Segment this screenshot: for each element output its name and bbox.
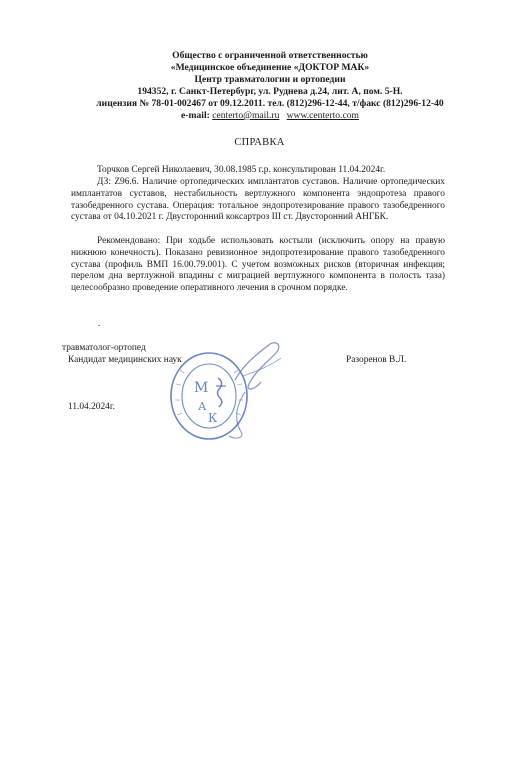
stamp-letter-a: А — [198, 400, 207, 413]
doctor-degree: Кандидат медицинских наук — [68, 355, 182, 365]
stamp-letter-m: М — [194, 380, 209, 396]
doctor-name: Разоренов В.Л. — [346, 355, 407, 365]
email-link[interactable]: centerto@mail.ru — [212, 110, 280, 121]
letterhead — [60, 50, 480, 122]
org-name-line2: «Медицинское объединение «ДОКТОР МАК» — [170, 62, 370, 73]
email-label: e-mail: — [181, 110, 210, 121]
org-name-line1: Общество с ограниченной ответственностью — [172, 50, 368, 61]
stamp-letter-k: К — [208, 411, 218, 425]
patient-line: Торчков Сергей Николаевич, 30.08.1985 г.р. консультирован 11.04.2024г. — [97, 165, 386, 175]
doctor-role: травматолог-ортопед — [62, 343, 146, 353]
org-license: лицензия № 78-01-002467 от 09.12.2011. тел. (812)296-12-44, т/факс (812)296-12-40 — [96, 98, 444, 109]
recommendation-paragraph: Рекомендовано: При ходьбе использовать костыли (исключить опору на правую нижнюю конечность). Показано ревизионное эндопротезирование правого тазобедренного сустава (профиль ВМП 16.00.79.001). С учетом возможных рисков (вторичная инфекция; перелом дна вертлужной впадины с миграцией вертлужного компонента в полость таза) целесообразно проведение оперативного лечения в срочном порядке. — [71, 236, 445, 294]
org-contacts — [60, 110, 480, 122]
stray-dot: . — [98, 318, 101, 328]
handwritten-signature-icon — [215, 332, 295, 442]
document-title: СПРАВКА — [234, 137, 285, 148]
org-address: 194352, г. Санкт-Петербург, ул. Руднева д.24, лит. А, пом. 5-Н. — [137, 86, 403, 97]
diagnosis-paragraph: ДЗ: Z96.6. Наличие ортопедических имплантатов суставов. Наличие ортопедических имплантатов суставов, нестабильность вертлужного компонента эндопротеза правого тазобедренного сустава. Операция: тотальное эндопротезирование правого тазобедренного сустава от 04.10.2021 г. Двусторонний коксартроз III ст. Двусторонний АНГБК. — [71, 177, 445, 223]
website-link[interactable]: www.centerto.com — [286, 110, 359, 121]
document-date: 11.04.2024г. — [68, 402, 115, 412]
org-name-line3: Центр травматологии и ортопедии — [194, 74, 346, 85]
